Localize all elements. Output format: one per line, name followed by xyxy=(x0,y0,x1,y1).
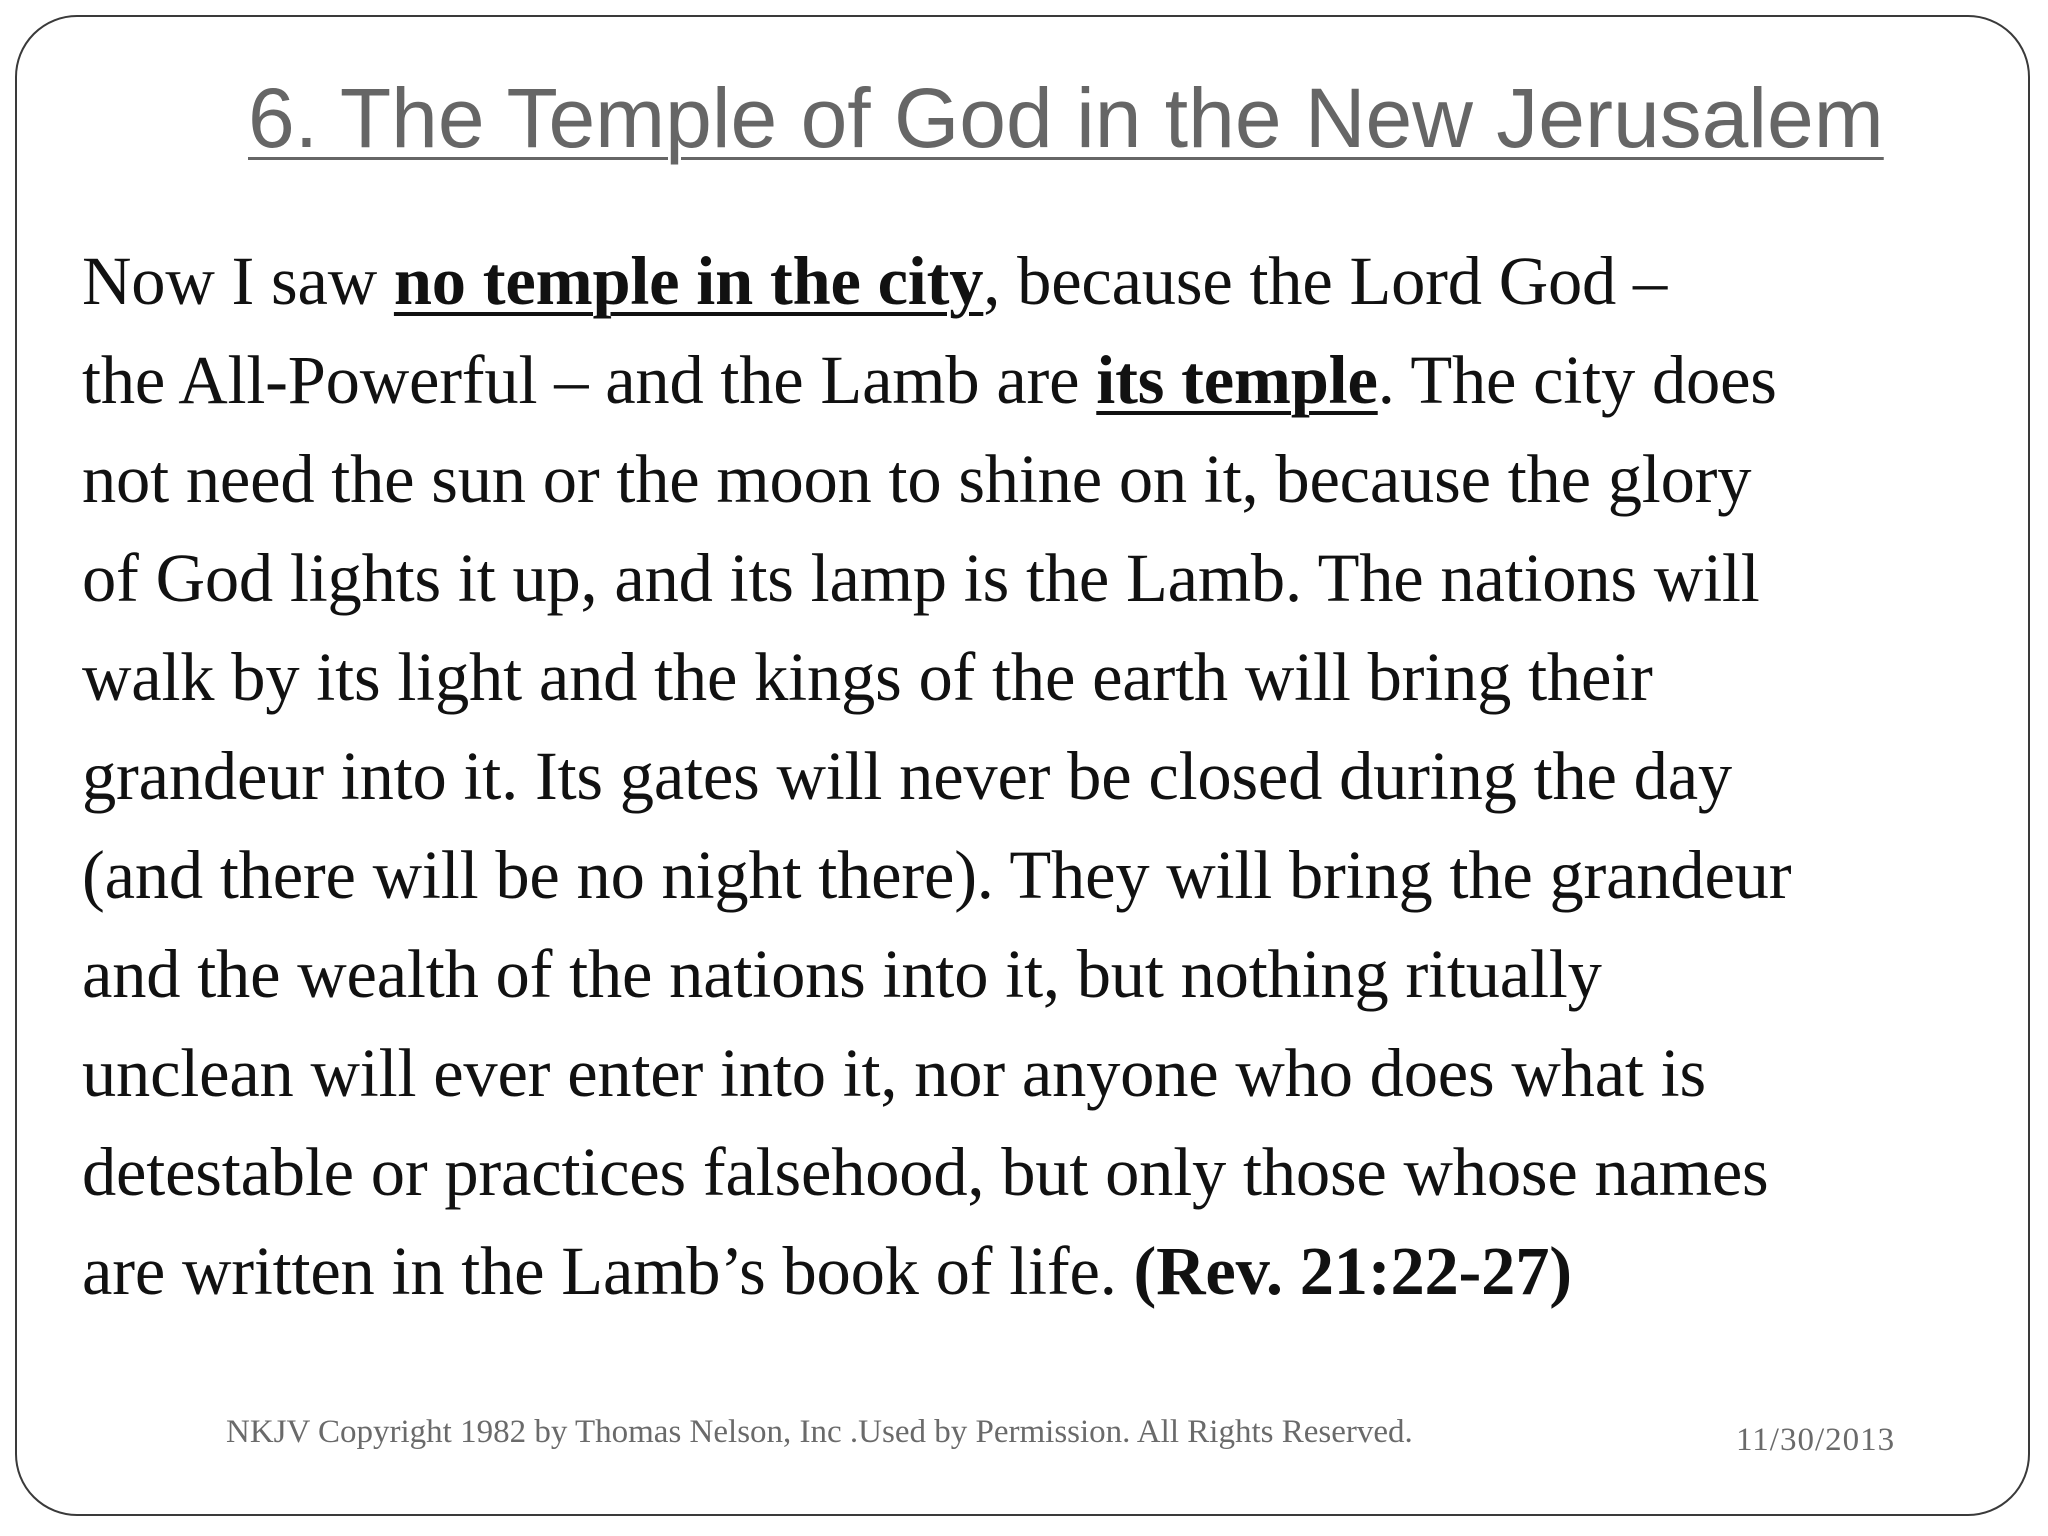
emphasized-phrase: no temple in the city xyxy=(393,243,984,319)
line-text: . The city does xyxy=(1377,342,1777,418)
passage-line: walk by its light and the kings of the earth will bring their xyxy=(82,639,1653,715)
footer-copyright: NKJV Copyright 1982 by Thomas Nelson, Inc .Used by Permission. All Rights Reserved. xyxy=(226,1414,1413,1450)
line-text: the All-Powerful – and the Lamb are xyxy=(82,342,1097,418)
emphasized-phrase: its temple xyxy=(1096,342,1378,418)
footer-date: 11/30/2013 xyxy=(1736,1422,1896,1458)
passage-line: not need the sun or the moon to shine on it, because the glory xyxy=(82,441,1752,517)
passage-line: unclean will ever enter into it, nor anyone who does what is xyxy=(82,1035,1706,1111)
passage-line xyxy=(82,232,1982,331)
line-text: Now I saw xyxy=(82,243,394,319)
scripture-passage xyxy=(82,232,1982,1321)
line-text: , because the Lord God – xyxy=(983,243,1668,319)
line-text: are written in the Lamb’s book of life. xyxy=(82,1233,1134,1309)
passage-line xyxy=(82,331,1982,430)
passage-line: grandeur into it. Its gates will never be closed during the day xyxy=(82,738,1732,814)
passage-line: (and there will be no night there). They will bring the grandeur xyxy=(82,837,1792,913)
passage-line xyxy=(82,1222,1982,1321)
passage-line: detestable or practices falsehood, but only those whose names xyxy=(82,1134,1769,1210)
scripture-citation: (Rev. 21:22-27) xyxy=(1133,1233,1572,1309)
slide-title: 6. The Temple of God in the New Jerusalem xyxy=(248,71,1884,165)
passage-line: of God lights it up, and its lamp is the Lamb. The nations will xyxy=(82,540,1760,616)
passage-line: and the wealth of the nations into it, but nothing ritually xyxy=(82,936,1602,1012)
